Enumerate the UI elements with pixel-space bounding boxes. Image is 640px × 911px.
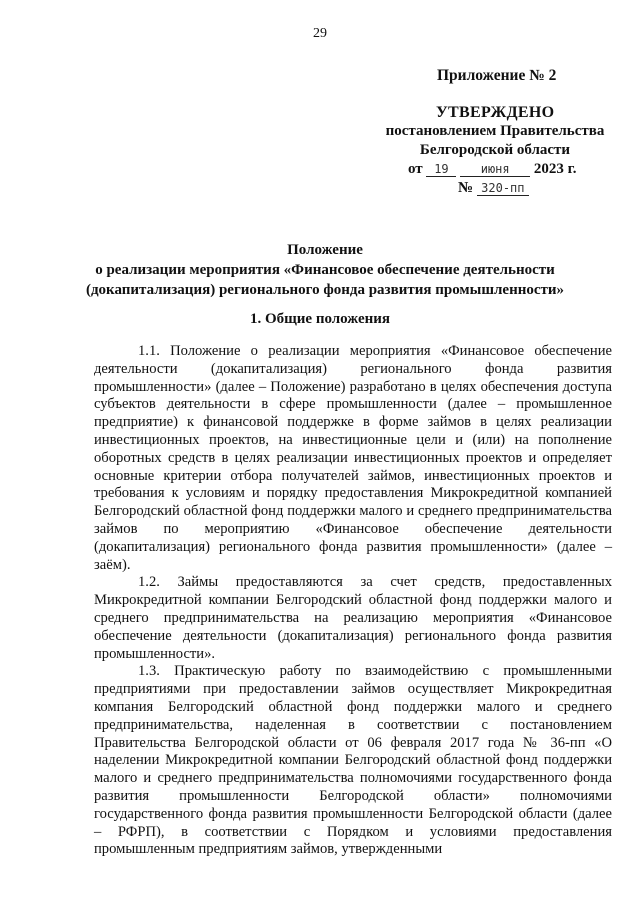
document-number: 320-пп — [477, 181, 529, 196]
approval-stamp-block — [380, 66, 610, 198]
page-number: 29 — [313, 26, 327, 41]
approval-number-line — [458, 179, 610, 198]
number-prefix: № — [458, 180, 474, 196]
approval-line-2: Белгородской области — [419, 142, 571, 158]
paragraph-1-1: 1.1. Положение о реализации мероприятия «Финансовое обеспечение деятельности (докапитализация) регионального фонда развития промышленности» (далее – Положение) разработано в целях обеспечения доступа субъектов деятельности в сфере промышленности (далее – промышленное предприятие) к финансовой поддержке в форме займов в целях реализации инвестиционных проектов, на инвестиционные цели и (или) на пополнение оборотных средств в целях реализации инвестиционных проектов и определяет основные критерии отбора получателей займов, инвестиционных проектов и требования к условиям и порядку предоставления Микрокредитной компанией Белгородский областной фонд поддержки малого и среднего предпринимательства займов по мероприятию «Финансовое обеспечение деятельности (докапитализация) регионального фонда развития промышленности» (далее – заём). — [94, 343, 612, 573]
document-title — [40, 240, 610, 300]
paragraph-1-3: 1.3. Практическую работу по взаимодействию с промышленными предприятиями при предоставлении займов осуществляет Микрокредитная компания Белгородский областной фонд поддержки малого и среднего предпринимательства, наделенная в соответствии с постановлением Правительства Белгородской области от 06 февраля 2017 года № 36-пп «О наделении Микрокредитной компании Белгородский областной фонд поддержки малого и среднего предпринимательства полномочиями государственного фонда развития промышленности Белгородской области» полномочиями государственного фонда развития промышленности Белгородской области (далее – РФРП), в соответствии с Порядком и условиями предоставления промышленным предприятиям займов, утвержденными — [94, 663, 612, 858]
title-line-3: (докапитализация) регионального фонда развития промышленности» — [85, 282, 565, 298]
date-month: июня — [460, 162, 530, 177]
paragraph-1-2: 1.2. Займы предоставляются за счет средств, предоставленных Микрокредитной компании Белгородский областной фонд поддержки малого и среднего предпринимательства на реализацию мероприятия «Финансовое обеспечение деятельности (докапитализация) регионального фонда развития промышленности». — [94, 574, 612, 662]
title-line-2: о реализации мероприятия «Финансовое обеспечение деятельности — [95, 262, 555, 278]
title-line-1: Положение — [287, 242, 363, 258]
date-prefix: от — [408, 161, 423, 177]
body-text — [94, 343, 612, 859]
date-year: 2023 г. — [533, 161, 577, 177]
date-day: 19 — [426, 162, 456, 177]
approved-heading: УТВЕРЖДЕНО — [436, 104, 555, 121]
approval-date-line — [408, 160, 610, 179]
appendix-label: Приложение № 2 — [437, 67, 557, 84]
section-heading: 1. Общие положения — [249, 311, 391, 327]
approval-line-1: постановлением Правительства — [385, 123, 605, 139]
